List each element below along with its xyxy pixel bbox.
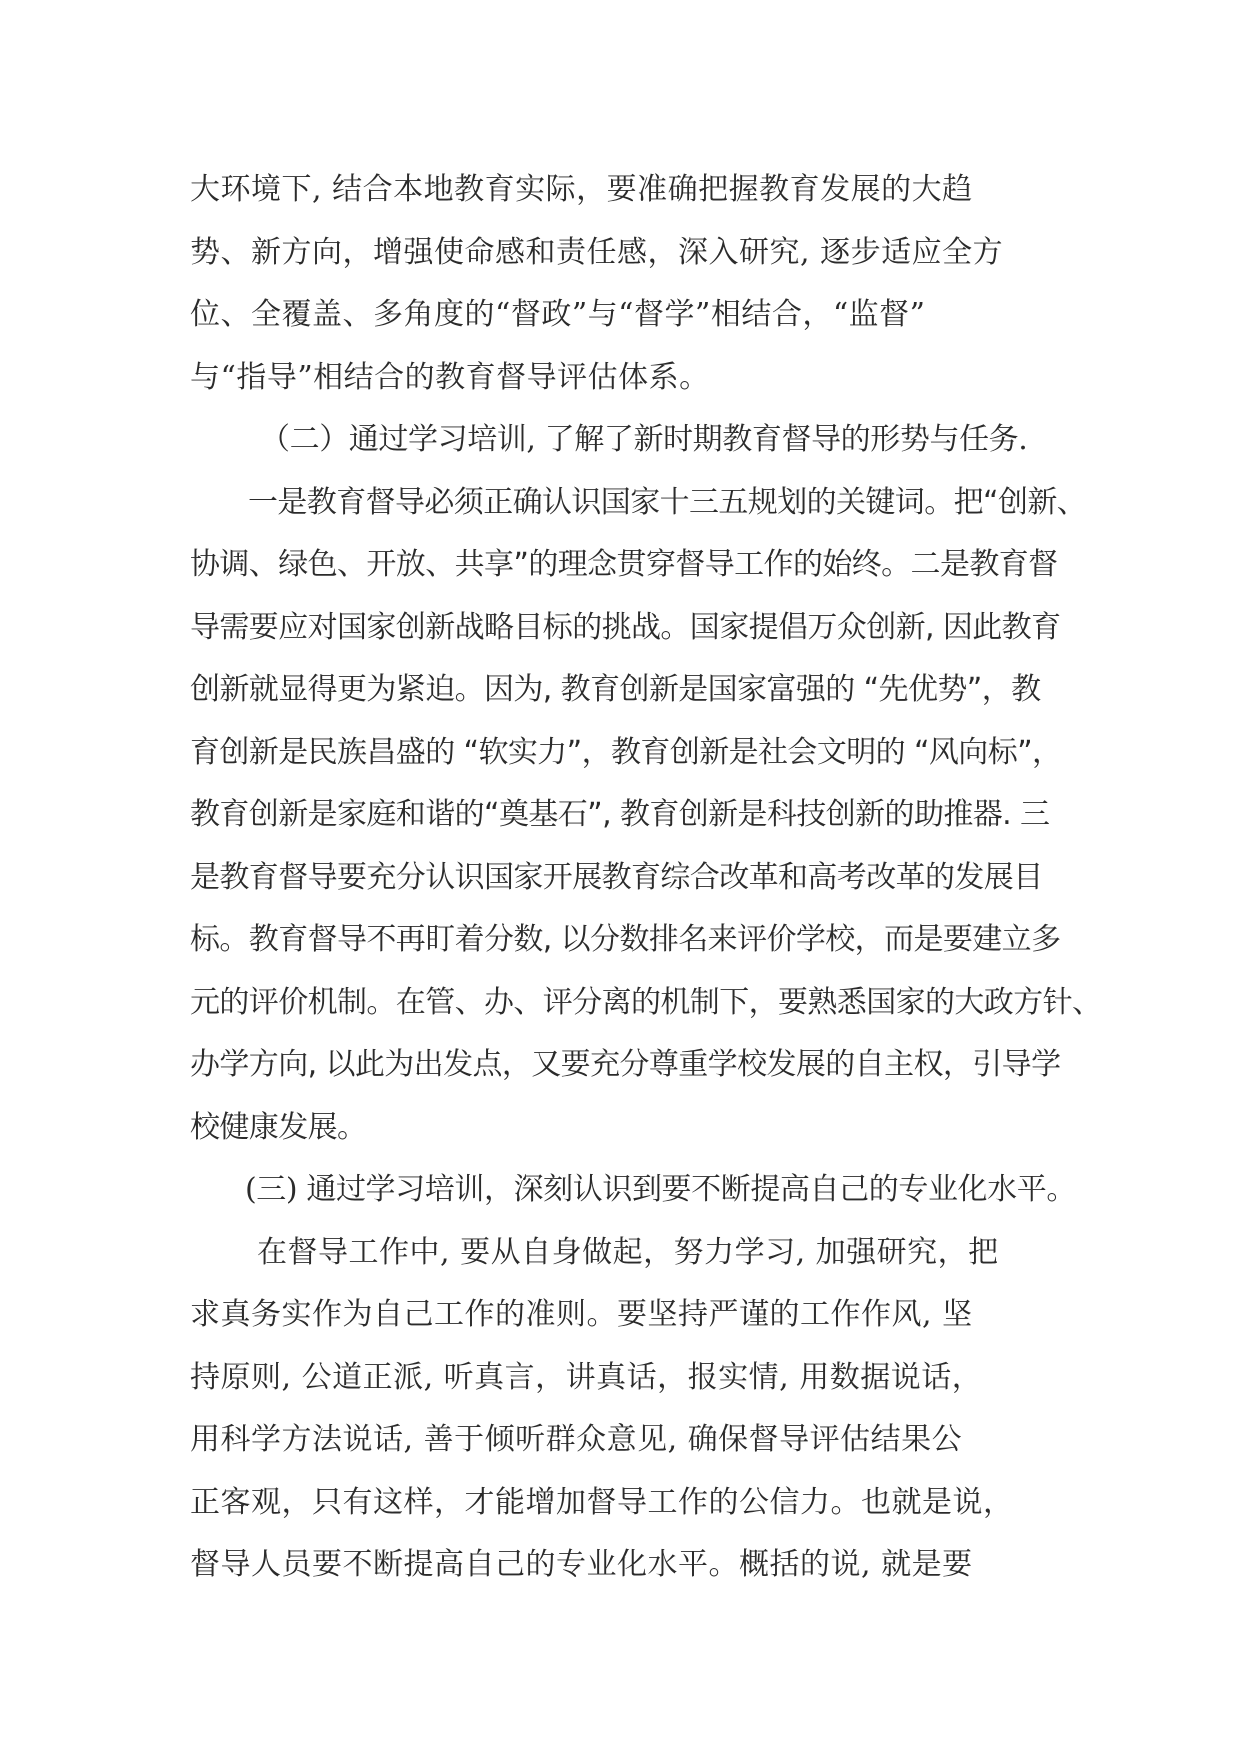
text-line: 育创新是民族昌盛的 “软实力”，教育创新是社会文明的 “风向标”， bbox=[190, 734, 1062, 770]
text-line: 在督导工作中, 要从自身做起，努力学习, 加强研究，把 bbox=[257, 1234, 999, 1270]
text-line: 势、新方向，增强使命感和责任感，深入研究, 逐步适应全方 bbox=[190, 234, 1004, 270]
text-line: 与“指导”相结合的教育督导评估体系。 bbox=[190, 359, 710, 395]
text-line: 正客观，只有这样，才能增加督导工作的公信力。也就是说， bbox=[190, 1484, 1014, 1520]
text-line: 用科学方法说话, 善于倾听群众意见, 确保督导评估结果公 bbox=[190, 1422, 963, 1457]
text-line: 教育创新是家庭和谐的“奠基石”, 教育创新是科技创新的助推器. 三 bbox=[190, 797, 1050, 832]
text-line: 标。教育督导不再盯着分数, 以分数排名来评价学校，而是要建立多 bbox=[190, 922, 1061, 957]
text-line: 协调、绿色、开放、共享”的理念贯穿督导工作的始终。二是教育督 bbox=[190, 547, 1058, 582]
text-line: 求真务实作为自己工作的准则。要坚持严谨的工作作风, 坚 bbox=[190, 1297, 973, 1332]
text-line: 元的评价机制。在管、办、评分离的机制下，要熟悉国家的大政方针、 bbox=[190, 984, 1102, 1020]
text-line: 持原则, 公道正派, 听真言，讲真话，报实情, 用数据说话， bbox=[190, 1359, 983, 1395]
section-heading-2: （二）通过学习培训, 了解了新时期教育督导的形势与任务. bbox=[260, 422, 1028, 457]
text-line: 校健康发展。 bbox=[190, 1109, 367, 1145]
text-line: 办学方向, 以此为出发点，又要充分尊重学校发展的自主权，引导学 bbox=[190, 1047, 1061, 1082]
text-line: 是教育督导要充分认识国家开展教育综合改革和高考改革的发展目 bbox=[190, 859, 1043, 895]
body-text bbox=[190, 159, 1102, 1597]
text-line: 导需要应对国家创新战略目标的挑战。国家提倡万众创新, 因此教育 bbox=[190, 609, 1061, 645]
text-line: 一是教育督导必须正确认识国家十三五规划的关键词。把“创新、 bbox=[248, 484, 1087, 520]
text-line: 创新就显得更为紧迫。因为, 教育创新是国家富强的 “先优势”，教 bbox=[190, 672, 1041, 707]
text-line: 督导人员要不断提高自己的专业化水平。概括的说, 就是要 bbox=[190, 1547, 973, 1582]
text-line: 位、全覆盖、多角度的“督政”与“督学”相结合，“监督” bbox=[190, 297, 926, 332]
text-line: 大环境下, 结合本地教育实际，要准确把握教育发展的大趋 bbox=[190, 172, 973, 207]
section-heading-3: (三) 通过学习培训，深刻认识到要不断提高自己的专业化水平。 bbox=[245, 1172, 1076, 1207]
